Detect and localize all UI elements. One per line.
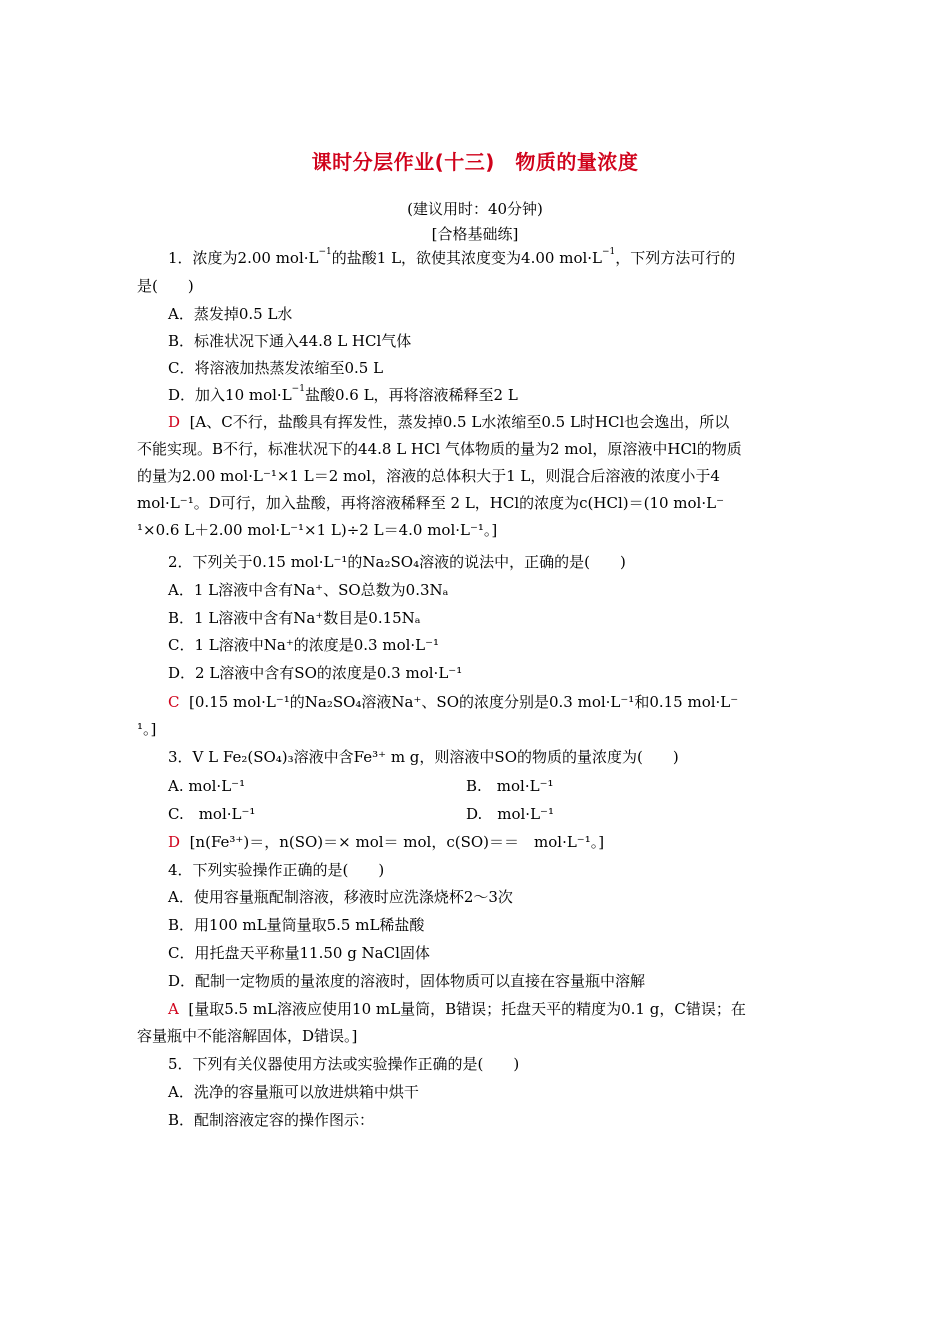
q2-option-a: A．1 L溶液中含有Na⁺、SO总数为0.3Nₐ: [168, 581, 449, 599]
q4-option-c: C．用托盘天平称量11.50 g NaCl固体: [168, 944, 430, 962]
q5-stem: 5．下列有关仪器使用方法或实验操作正确的是( ): [168, 1055, 520, 1073]
q3-stem: 3．V L Fe₂(SO₄)₃溶液中含Fe³⁺ m g，则溶液中SO的物质的量浓度为( ): [168, 748, 679, 766]
q1-explanation-5: ¹×0.6 L＋2.00 mol·L⁻¹×1 L)÷2 L＝4.0 mol·L⁻¹。]: [137, 521, 498, 539]
q1-option-d: D．加入10 $mol\cdot L^{-1}$盐酸0.6 L，再将溶液稀释至2 L: [168, 384, 518, 404]
page-title: 课时分层作业(十三) 物质的量浓度: [311, 150, 639, 174]
q2-option-d: D．2 L溶液中含有SO的浓度是0.3 mol·L⁻¹: [168, 664, 463, 682]
q4-explanation-1: A [量取5.5 mL溶液应使用10 mL量筒，B错误；托盘天平的精度为0.1 g，C错误；在: [168, 1000, 746, 1018]
q3-option-d: D. mol·L⁻¹: [466, 805, 554, 823]
q4-answer: A: [168, 1000, 179, 1018]
q2-stem: 2．下列关于0.15 mol·L⁻¹的Na₂SO₄溶液的说法中，正确的是( ): [168, 553, 626, 571]
q2-option-b: B．1 L溶液中含有Na⁺数目是0.15Nₐ: [168, 609, 421, 627]
q1-stem: 1．浓度为2.00 $mol\cdot L^{-1}$的盐酸1 L，欲使其浓度变为4.00 $mol\cdot L^{-1}$，下列方法可行的: [168, 247, 736, 267]
q3-option-a: A. mol·L⁻¹: [168, 777, 246, 795]
q4-explanation-2: 容量瓶中不能溶解固体，D错误。]: [137, 1027, 358, 1045]
q2-answer: C: [168, 693, 180, 711]
q2-explanation-1: C [0.15 mol·L⁻¹的Na₂SO₄溶液Na⁺、SO的浓度分别是0.3 mol·L⁻¹和0.15 mol·L⁻: [168, 693, 739, 711]
q5-option-a: A．洗净的容量瓶可以放进烘箱中烘干: [168, 1083, 419, 1101]
q3-option-b: B. mol·L⁻¹: [466, 777, 554, 795]
q4-option-a: A．使用容量瓶配制溶液，移液时应洗涤烧杯2～3次: [168, 888, 513, 906]
q1-option-b: B．标准状况下通入44.8 L HCl气体: [168, 332, 412, 350]
q2-option-c: C．1 L溶液中Na⁺的浓度是0.3 mol·L⁻¹: [168, 636, 440, 654]
q4-stem: 4．下列实验操作正确的是( ): [168, 861, 385, 879]
q1-option-c: C．将溶液加热蒸发浓缩至0.5 L: [168, 359, 384, 377]
q1-explanation-2: 不能实现。B不行，标准状况下的44.8 L HCl 气体物质的量为2 mol，原溶液中HCl的物质: [137, 440, 742, 458]
q4-option-b: B．用100 mL量筒量取5.5 mL稀盐酸: [168, 916, 425, 934]
q1-explanation-4: mol·L⁻¹。D可行，加入盐酸，再将溶液稀释至 2 L，HCl的浓度为c(HCl)＝(10 mol·L⁻: [137, 494, 725, 512]
q4-option-d: D．配制一定物质的量浓度的溶液时，固体物质可以直接在容量瓶中溶解: [168, 972, 646, 990]
q1-option-a: A．蒸发掉0.5 L水: [168, 305, 293, 323]
q1-explanation-3: 的量为2.00 mol·L⁻¹×1 L＝2 mol，溶液的总体积大于1 L，则混合后溶液的浓度小于4: [137, 467, 720, 485]
section-heading: [合格基础练]: [431, 225, 519, 243]
q3-options-row-2: [168, 804, 830, 824]
q3-answer: D: [168, 833, 181, 851]
q5-option-b: B．配制溶液定容的操作图示：: [168, 1111, 375, 1129]
q1-stem-cont: 是( ): [137, 277, 194, 295]
q3-option-c: C. mol·L⁻¹: [168, 805, 256, 823]
q3-options-row-1: [168, 776, 830, 796]
time-note: (建议用时：40分钟): [407, 200, 543, 218]
q3-explanation: D [n(Fe³⁺)＝，n(SO)＝× mol＝ mol，c(SO)＝＝ mol·L⁻¹。]: [168, 833, 605, 851]
q2-explanation-2: ¹。]: [137, 720, 157, 738]
q1-answer: D: [168, 413, 181, 431]
q1-explanation-1: D [A、C不行，盐酸具有挥发性，蒸发掉0.5 L水浓缩至0.5 L时HCl也会逸出，所以: [168, 413, 730, 431]
